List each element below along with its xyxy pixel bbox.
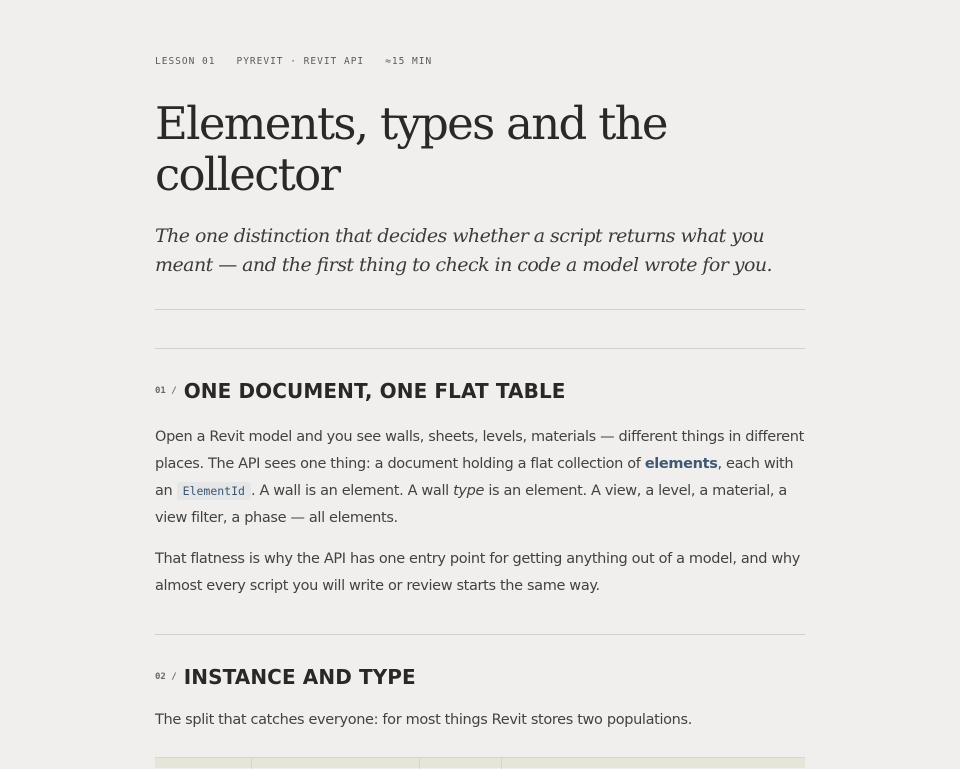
paragraph-text: is an element. A view, a level, a material, a view filter, a phase — all elements.: [155, 483, 787, 526]
section-divider: [155, 634, 805, 635]
section-heading: [155, 662, 805, 692]
paragraph-text: Open a Revit model and you see walls, sheets, levels, materials — different things in different places. The API sees one thing: a document holding a flat collection of: [155, 429, 804, 472]
paragraph-text: . A wall is an element. A wall: [250, 483, 454, 499]
table-column-divider: [251, 758, 252, 769]
table-column-divider: [419, 758, 420, 769]
header-divider: [155, 309, 805, 310]
emphasis-text: type: [453, 483, 485, 499]
section-paragraph: [155, 424, 805, 532]
section-number: 02 /: [155, 672, 177, 682]
section-heading: [155, 376, 805, 406]
section-divider: [155, 348, 805, 349]
lesson-meta: [155, 56, 805, 67]
lesson-duration: ≈15 MIN: [385, 56, 433, 67]
inline-code: ElementId: [177, 482, 251, 500]
section-title: ONE DOCUMENT, ONE FLAT TABLE: [183, 379, 566, 403]
section-paragraph: That flatness is why the API has one entry point for getting anything out of a model, and why almost every script you will write or review starts the same way.: [155, 551, 800, 594]
lesson-number: LESSON 01: [155, 56, 216, 67]
paragraph-text: , each with an: [155, 456, 794, 499]
section-paragraph: The split that catches everyone: for most things Revit stores two populations.: [155, 712, 692, 728]
section-title: INSTANCE AND TYPE: [183, 665, 416, 689]
comparison-table: [155, 757, 805, 768]
table-column-divider: [501, 758, 502, 769]
section-number: 01 /: [155, 386, 177, 396]
term-link-elements[interactable]: elements: [644, 456, 718, 472]
page-subtitle: The one distinction that decides whether a script returns what you meant — and the first thing to check in code a model wrote for you.: [155, 225, 773, 276]
page-title: Elements, types and the collector: [155, 97, 667, 201]
lesson-topic: PYREVIT · REVIT API: [236, 56, 365, 67]
